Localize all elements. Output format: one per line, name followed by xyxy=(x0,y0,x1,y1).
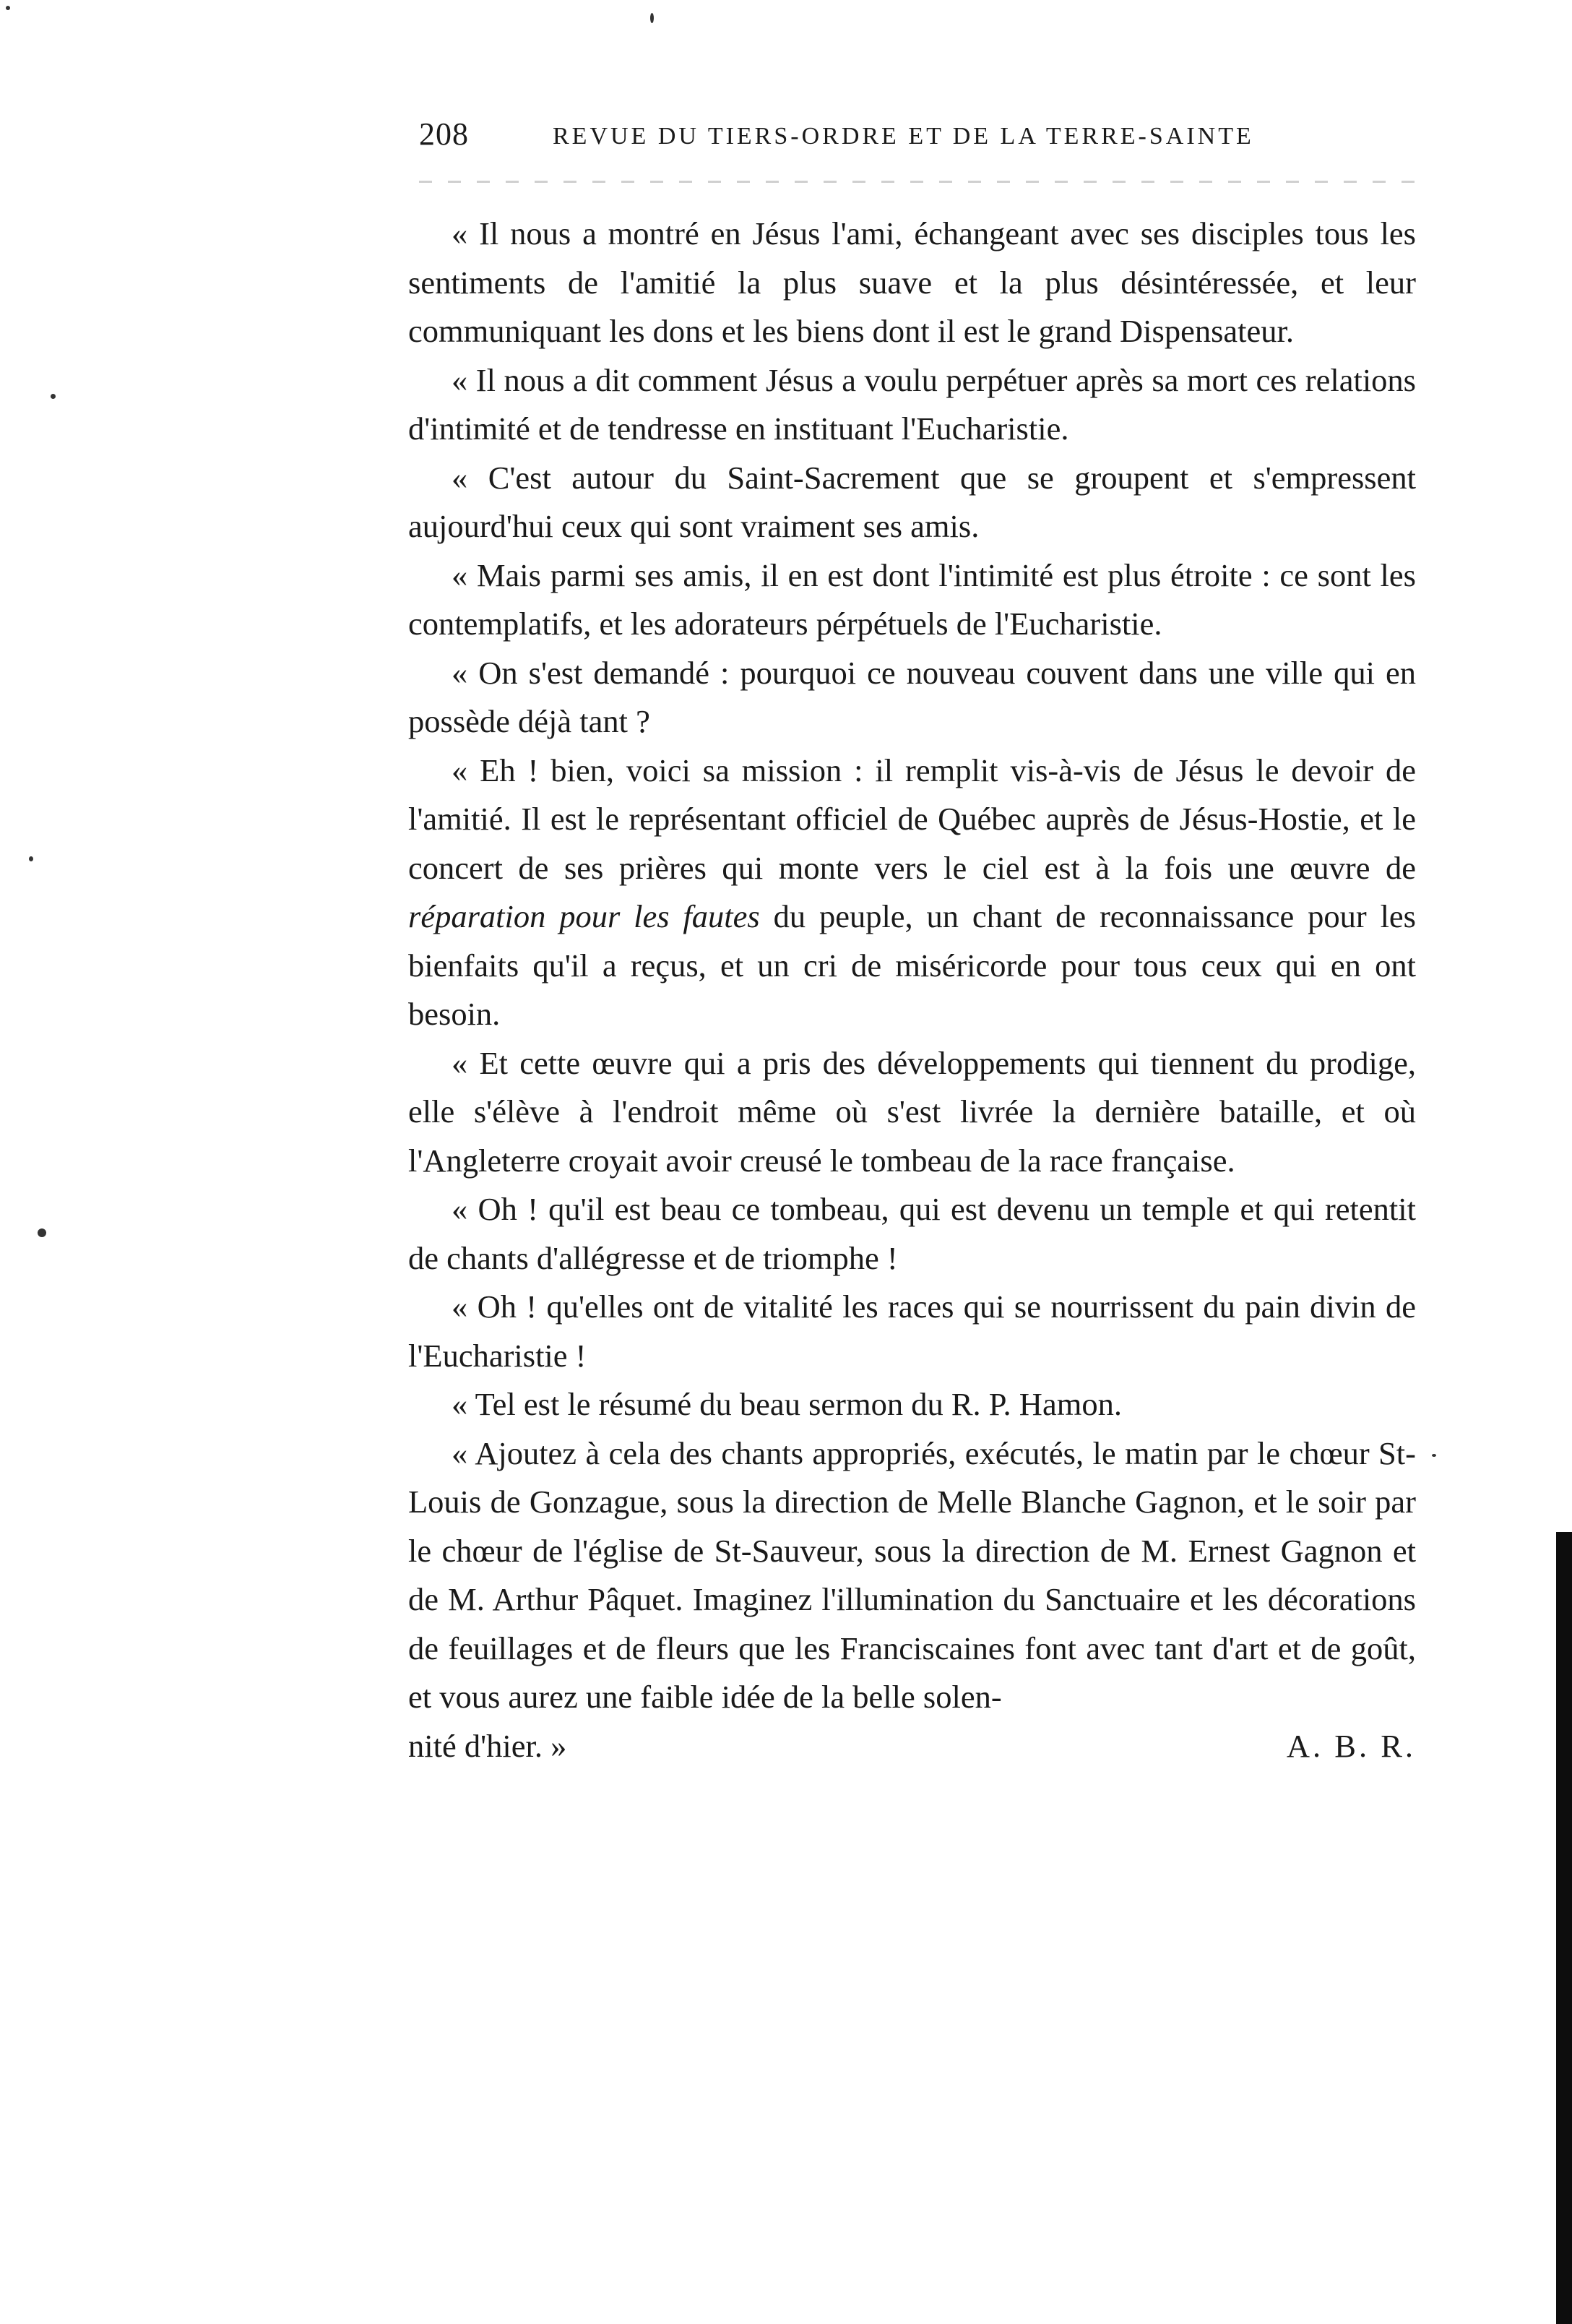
paragraph: « C'est autour du Saint-Sacrement que se groupent et s'empressent aujourd'hui ceux qui sont vraiment ses amis. xyxy=(408,459,1416,544)
scan-speck xyxy=(51,394,56,399)
mission-text-after: du peuple, un chant de reconnaissance pour les bienfaits qu'il a reçus, et un cri de miséricorde pour tous ceux qui en ont besoin. xyxy=(408,898,1416,1032)
running-title: REVUE DU TIERS-ORDRE ET DE LA TERRE-SAINTE xyxy=(553,123,1254,150)
paragraph: « Il nous a dit comment Jésus a voulu perpétuer après sa mort ces relations d'intimité et de tendresse en instituant l'Eucharistie. xyxy=(408,361,1416,447)
scan-speck xyxy=(38,1228,46,1237)
paragraph: « Mais parmi ses amis, il en est dont l'intimité est plus étroite : ce sont les contemplatifs, et les adorateurs pérpétuels de l'Eucharistie. xyxy=(408,556,1416,642)
scan-speck xyxy=(29,856,33,861)
header-rule xyxy=(419,181,1416,183)
paragraph: « On s'est demandé : pourquoi ce nouveau couvent dans une ville qui en possède déjà tant ? xyxy=(408,654,1416,739)
scan-speck xyxy=(6,6,10,10)
scan-speck xyxy=(650,13,654,23)
paragraph: « Il nous a montré en Jésus l'ami, échangeant avec ses disciples tous les sentiments de l'amitié la plus suave et la plus désintéressée, et leur communiquant les dons et les biens dont il est le grand Dispensateur. xyxy=(408,215,1416,349)
author-signature: A. B. R. xyxy=(1286,1727,1416,1764)
mission-text-italic: réparation pour les fautes xyxy=(408,898,760,934)
scan-speck xyxy=(1432,1454,1436,1457)
page-header xyxy=(419,116,1416,166)
closing-line xyxy=(408,1722,1416,1771)
mission-paragraph xyxy=(408,746,1416,1039)
paragraph: « Ajoutez à cela des chants appropriés, exécutés, le matin par le chœur St-Louis de Gonzague, sous la direction de Melle Blanche Gagnon, et le soir par le chœur de l'église de St-Sauveur, sous la direction de M. Ernest Gagnon et de M. Arthur Pâquet. Imaginez l'illumination du Sanctuaire et les décorations de feuillages et de fleurs que les Franciscaines font avec tant d'art et de goût, et vous aurez une faible idée de la belle solen- xyxy=(408,1434,1416,1715)
article-body xyxy=(408,210,1416,1770)
paragraph: « Et cette œuvre qui a pris des développements qui tiennent du prodige, elle s'élève à l'endroit même où s'est livrée la dernière bataille, et où l'Angleterre croyait avoir creusé le tombeau de la race française. xyxy=(408,1044,1416,1179)
closing-text: nité d'hier. » xyxy=(408,1727,567,1764)
mission-text-before: « Eh ! bien, voici sa mission : il remplit vis-à-vis de Jésus le devoir de l'amitié. Il est le représentant officiel de Québec auprès de Jésus-Hostie, et le concert de ses prières qui monte vers le ciel est à la fois une œuvre de xyxy=(408,752,1416,886)
paragraph: « Oh ! qu'elles ont de vitalité les races qui se nourrissent du pain divin de l'Eucharistie ! xyxy=(408,1288,1416,1374)
page-number: 208 xyxy=(419,116,469,152)
paragraph: « Tel est le résumé du beau sermon du R. P. Hamon. xyxy=(452,1386,1122,1422)
paragraph: « Oh ! qu'il est beau ce tombeau, qui est devenu un temple et qui retentit de chants d'allégresse et de triomphe ! xyxy=(408,1191,1416,1276)
scan-edge-shadow xyxy=(1556,1532,1572,2324)
